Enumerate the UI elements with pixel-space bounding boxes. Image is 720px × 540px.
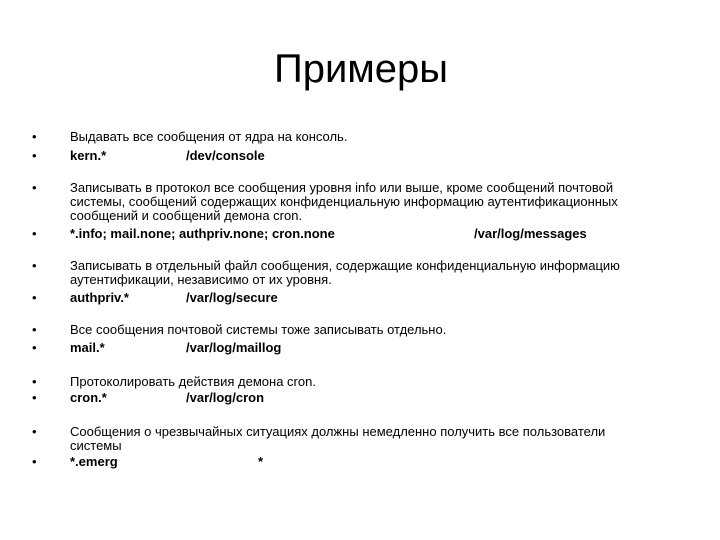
rule-action: /var/log/cron xyxy=(186,390,265,405)
bullet-dot: • xyxy=(32,424,37,439)
bullet-dot: • xyxy=(32,290,37,305)
rule-action: /var/log/maillog xyxy=(186,340,282,355)
bullet-dot: • xyxy=(32,180,37,195)
bullet-dot: • xyxy=(32,258,37,273)
description-line: Все сообщения почтовой системы тоже записывать отдельно. xyxy=(70,322,447,337)
description-line: Выдавать все сообщения от ядра на консоль. xyxy=(70,129,348,144)
bullet-dot: • xyxy=(32,129,37,144)
rule-action: /var/log/secure xyxy=(186,290,278,305)
description-line: Сообщения о чрезвычайных ситуациях должны немедленно получить все пользователи xyxy=(70,424,606,439)
bullet-dot: • xyxy=(32,322,37,337)
rule-selector: *.emerg xyxy=(70,454,118,469)
description-line: аутентификации, независимо от их уровня. xyxy=(70,272,332,287)
description-line: системы xyxy=(70,438,122,453)
rule-action: * xyxy=(258,454,264,469)
description-line: Записывать в протокол все сообщения уровня info или выше, кроме сообщений почтовой xyxy=(70,180,614,195)
rule-selector: mail.* xyxy=(70,340,105,355)
bullet-dot: • xyxy=(32,454,37,469)
rule-selector: cron.* xyxy=(70,390,107,405)
bullet-dot: • xyxy=(32,340,37,355)
rule-selector: kern.* xyxy=(70,148,107,163)
bullet-dot: • xyxy=(32,148,37,163)
description-line: сообщений и сообщений демона cron. xyxy=(70,208,303,223)
description-line: Записывать в отдельный файл сообщения, содержащие конфиденциальную информацию xyxy=(70,258,620,273)
rule-action: /var/log/messages xyxy=(474,226,587,241)
rule-action: /dev/console xyxy=(186,148,265,163)
rule-selector: authpriv.* xyxy=(70,290,129,305)
bullet-dot: • xyxy=(32,390,37,405)
description-line: системы, сообщений содержащих конфиденциальную информацию аутентификационных xyxy=(70,194,618,209)
bullet-dot: • xyxy=(32,226,37,241)
rule-selector: *.info; mail.none; authpriv.none; cron.none xyxy=(70,226,335,241)
description-line: Протоколировать действия демона cron. xyxy=(70,374,316,389)
bullet-dot: • xyxy=(32,374,37,389)
slide-title: Примеры xyxy=(273,47,449,91)
